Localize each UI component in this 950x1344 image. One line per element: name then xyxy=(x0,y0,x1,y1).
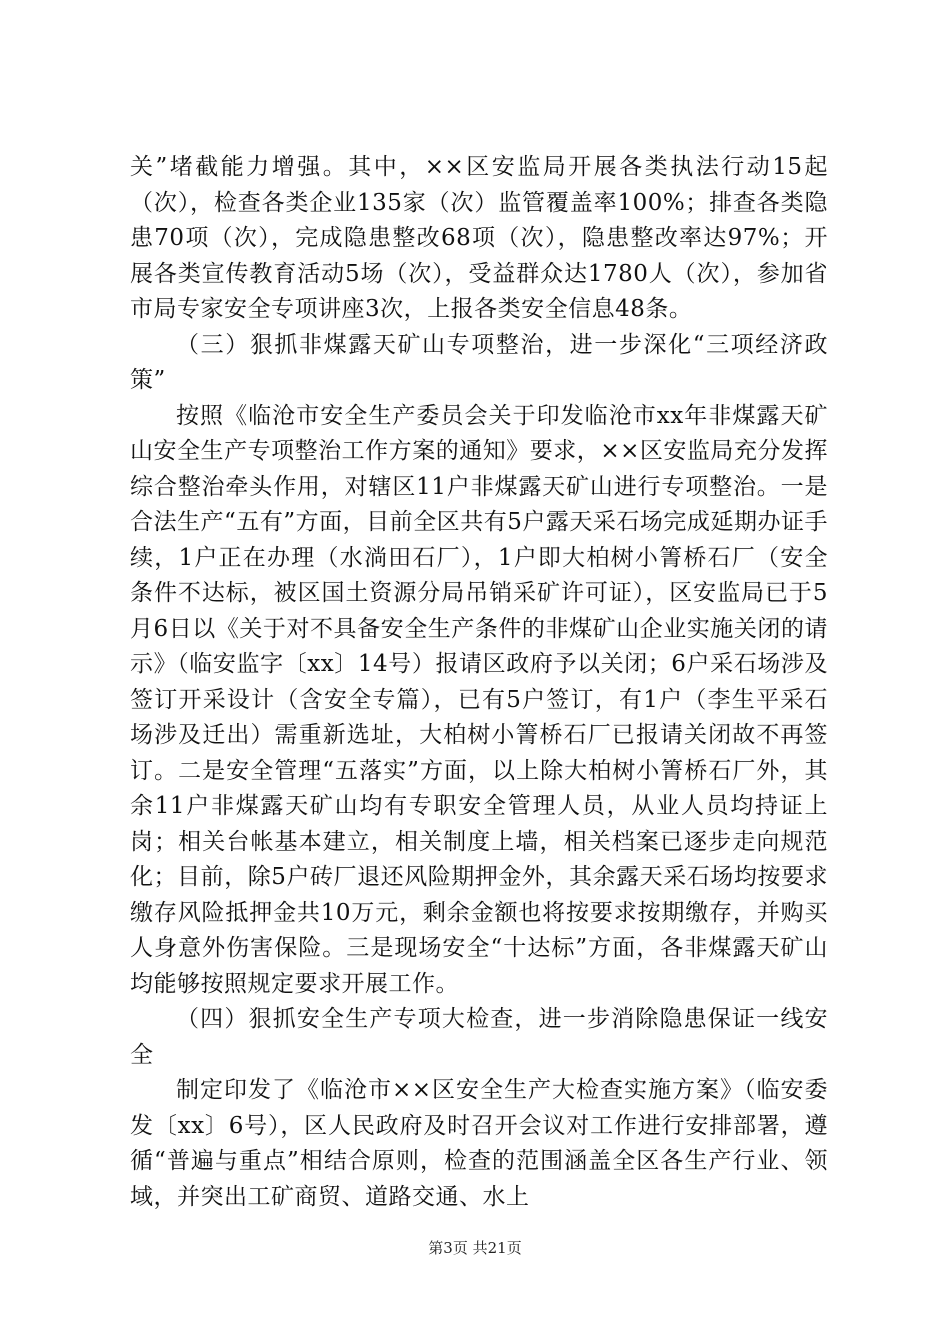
section-heading-safety-inspection: （四）狠抓安全生产专项大检查，进一步消除隐患保证一线安全 xyxy=(130,1006,828,1068)
paragraph-mine-rectification: 按照《临沧市安全生产委员会关于印发临沧市xx年非煤露天矿山安全生产专项整治工作方案的通知》要求，××区安监局充分发挥综合整治牵头作用，对辖区11户非煤露天矿山进行专项整治。一是合法生产“五有”方面，目前全区共有5户露天采石场完成延期办证手续，1户正在办理（水淌田石厂），1户即大柏树小箐桥石厂（安全条件不达标，被区国土资源分局吊销采矿许可证），区安监局已于5月6日以《关于对不具备安全生产条件的非煤矿山企业实施关闭的请示》（临安监字〔xx〕14号）报请区政府予以关闭；6户采石场涉及签订开采设计（含安全专篇），已有5户签订，有1户（李生平采石场涉及迁出）需重新选址，大柏树小箐桥石厂已报请关闭故不再签订。二是安全管理“五落实”方面，以上除大柏树小箐桥石厂外，其余11户非煤露天矿山均有专职安全管理人员，从业人员均持证上岗；相关台帐基本建立，相关制度上墙，相关档案已逐步走向规范化；目前，除5户砖厂退还风险期押金外，其余露天采石场均按要求缴存风险抵押金共10万元，剩余金额也将按要求按期缴存，并购买人身意外伤害保险。三是现场安全“十达标”方面，各非煤露天矿山均能够按照规定要求开展工作。 xyxy=(130,402,828,997)
paragraph-enforcement-stats: 关”堵截能力增强。其中，××区安监局开展各类执法行动15起（次），检查各类企业135家（次）监管覆盖率100%；排查各类隐患70项（次），完成隐患整改68项（次），隐患整改率达97%；开展各类宣传教育活动5场（次），受益群众达1780人（次），参加省市局专家安全专项讲座3次，上报各类安全信息48条。 xyxy=(130,154,828,322)
page-number-footer: 第3页 共21页 xyxy=(428,1239,522,1257)
document-body xyxy=(130,150,828,1215)
paragraph-safety-inspection: 制定印发了《临沧市××区安全生产大检查实施方案》（临安委发〔xx〕6号），区人民政府及时召开会议对工作进行安排部署，遵循“普遍与重点”相结合原则，检查的范围涵盖全区各生产行业、领域，并突出工矿商贸、道路交通、水上 xyxy=(130,1077,828,1210)
section-heading-mine-rectification: （三）狠抓非煤露天矿山专项整治，进一步深化“三项经济政策” xyxy=(130,331,828,393)
